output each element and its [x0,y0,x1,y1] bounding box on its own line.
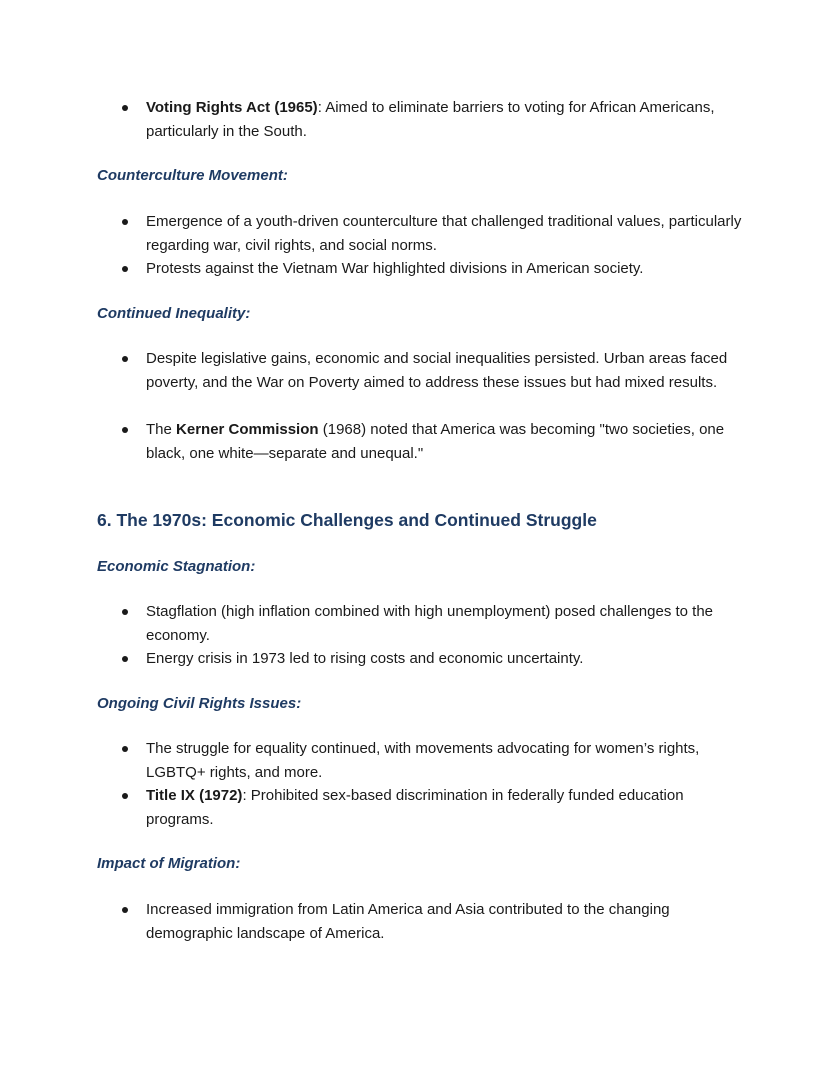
counterculture-item-1: Emergence of a youth-driven counterculture that challenged traditional values, particularly regarding war, civil rights, and social norms. [146,213,742,254]
civil-rights-heading: Ongoing Civil Rights Issues: [97,695,302,712]
list-item [146,737,746,784]
list-item [146,257,746,281]
voting-rights-act-text: : Aimed to eliminate barriers to voting for African Americans, particularly in the South. [146,99,715,140]
bullet [122,356,128,362]
bullet [122,656,128,662]
civil-rights-item-2-text: : Prohibited sex-based discrimination in federally funded education programs. [146,787,684,828]
list-item [146,96,746,143]
bullet [122,746,128,752]
inequality-item-1: Despite legislative gains, economic and social inequalities persisted. Urban areas faced poverty, and the War on Poverty aimed to address these issues but had mixed results. [146,350,728,391]
bullet [122,609,128,615]
stagnation-item-1: Stagflation (high inflation combined with high unemployment) posed challenges to the economy. [146,603,714,644]
stagnation-heading: Economic Stagnation: [97,558,256,575]
bullet [122,907,128,913]
migration-item-1: Increased immigration from Latin America and Asia contributed to the changing demographic landscape of America. [146,901,670,942]
voting-rights-act-term: Voting Rights Act (1965) [146,99,318,116]
bullet [122,793,128,799]
counterculture-item-2: Protests against the Vietnam War highlighted divisions in American society. [146,260,644,277]
bullet [122,427,128,433]
stagnation-item-2: Energy crisis in 1973 led to rising costs and economic uncertainty. [146,650,584,667]
bullet [122,266,128,272]
inequality-item-2-text: (1968) noted that America was becoming "two societies, one black, one white—separate and unequal." [146,421,725,462]
migration-heading: Impact of Migration: [97,855,241,872]
inequality-item-2-pre: The [146,421,177,438]
counterculture-heading: Counterculture Movement: [97,167,288,184]
list-item [146,600,746,647]
list-item [146,210,746,257]
bullet [122,105,128,111]
kerner-commission-term: Kerner Commission [176,421,319,438]
list-item [146,347,746,394]
list-item [146,647,746,671]
section-title: 6. The 1970s: Economic Challenges and Continued Struggle [97,510,597,530]
title-ix-term: Title IX (1972) [146,787,243,804]
civil-rights-item-1: The struggle for equality continued, with movements advocating for women’s rights, LGBTQ+ rights, and more. [146,740,700,781]
bullet [122,219,128,225]
list-item [146,898,746,945]
inequality-heading: Continued Inequality: [97,305,251,322]
list-item [146,418,746,465]
list-item [146,784,746,831]
